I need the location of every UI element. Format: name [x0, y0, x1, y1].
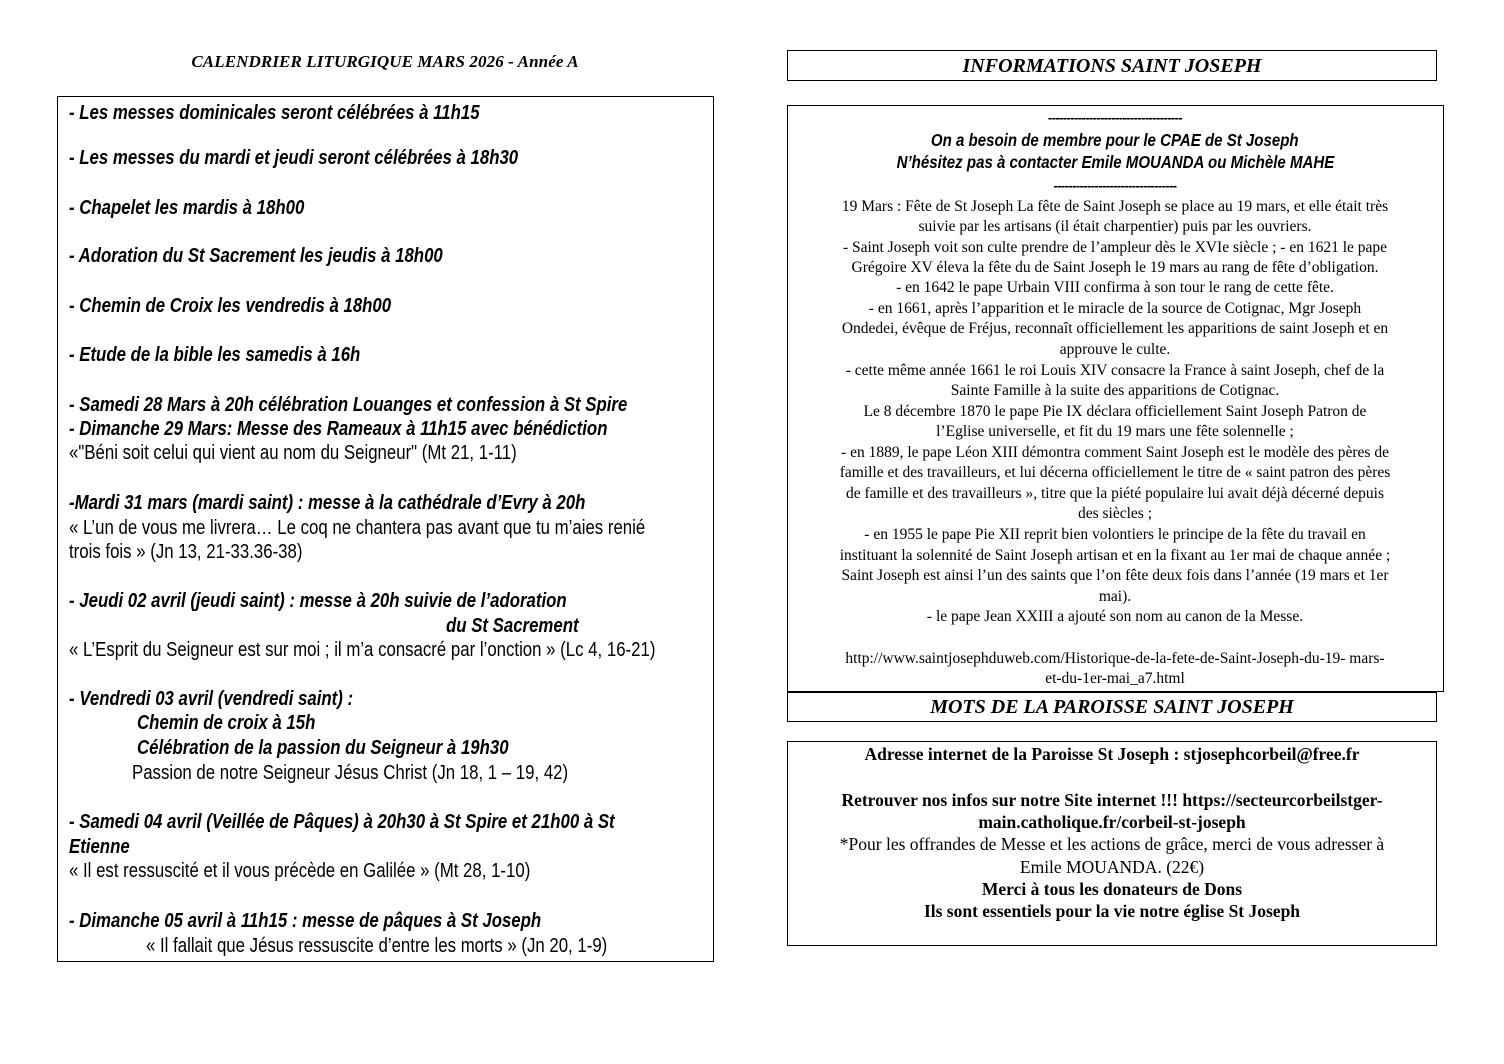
- contact-notice: [789, 151, 1441, 173]
- info-line: - en 1642 le pape Urbain VIII confirma à son tour le rang de cette fête.: [896, 279, 1334, 296]
- info-line: Saint Joseph est ainsi l’un des saints que l’on fête deux fois dans l’année (19 mars et 1er: [841, 567, 1389, 584]
- info-line: suivie par les artisans (il était charpentier) puis par les ouvriers.: [918, 218, 1312, 235]
- info-line: - en 1955 le pape Pie XII reprit bien volontiers le principe de la fête du travail en: [864, 526, 1366, 543]
- cpae-notice: [789, 129, 1441, 151]
- mots-header: MOTS DE LA PAROISSE SAINT JOSEPH: [930, 696, 1294, 718]
- calendar-line: Célébration de la passion du Seigneur à 19h30: [137, 737, 509, 759]
- calendar-line: - Les messes dominicales seront célébrées à 11h15: [69, 102, 480, 124]
- info-line: mai).: [1098, 588, 1132, 605]
- source-link[interactable]: http://www.saintjosephduweb.com/Historique-de-la-fete-de-Saint-Joseph-du-19- mars-: [845, 650, 1385, 667]
- calendar-line: « Il est ressuscité et il vous précède en Galilée » (Mt 28, 1-10): [69, 860, 531, 882]
- calendar-line: du St Sacrement: [446, 615, 579, 637]
- info-line: 19 Mars : Fête de St Joseph La fête de Saint Joseph se place au 19 mars, et elle était très: [841, 198, 1389, 215]
- calendar-line: trois fois » (Jn 13, 21-33.36-38): [69, 541, 303, 563]
- calendar-line: « L’Esprit du Seigneur est sur moi ; il m’a consacré par l’onction » (Lc 4, 16-21): [69, 639, 656, 661]
- calendar-line: - Dimanche 29 Mars: Messe des Rameaux à 11h15 avec bénédiction: [69, 418, 608, 440]
- source-link-cont[interactable]: et-du-1er-mai_a7.html: [1045, 670, 1185, 687]
- info-line: famille et des travailleurs, et lui décerna officiellement le titre de « saint patron des pères: [839, 464, 1391, 481]
- info-line: Sainte Famille à la suite des apparitions de Cotignac.: [950, 382, 1280, 399]
- info-line: - en 1889, le pape Léon XIII démontra comment Saint Joseph est le modèle des pères de: [841, 444, 1389, 461]
- info-line: approuve le culte.: [1059, 341, 1171, 358]
- calendar-line: - Samedi 04 avril (Veillée de Pâques) à 20h30 à St Spire et 21h00 à St: [69, 811, 615, 833]
- contact-notice-text: N’hésitez pas à contacter Emile MOUANDA ou Michèle MAHE: [896, 152, 1334, 172]
- essential-note: Ils sont essentiels pour la vie notre église St Joseph: [923, 901, 1301, 921]
- calendar-line: - Les messes du mardi et jeudi seront célébrées à 18h30: [69, 147, 519, 169]
- dash-separator-bottom: ---------------------------------: [1053, 178, 1177, 193]
- calendar-line: - Adoration du St Sacrement les jeudis à 18h00: [69, 245, 443, 267]
- calendar-line: - Dimanche 05 avril à 11h15 : messe de pâques à St Joseph: [69, 910, 542, 932]
- calendar-line: Passion de notre Seigneur Jésus Christ (Jn 18, 1 – 19, 42): [132, 762, 569, 784]
- info-line: de famille et des travailleurs », titre que la piété populaire lui avait déjà décerné depuis: [846, 485, 1384, 502]
- calendar-line: « L’un de vous me livrera… Le coq ne chantera pas avant que tu m’aies renié: [69, 517, 646, 539]
- info-line: Grégoire XV éleva la fête du de Saint Joseph le 19 mars au rang de fête d’obligation.: [851, 259, 1379, 276]
- cpae-notice-text: On a besoin de membre pour le CPAE de St Joseph: [931, 130, 1299, 150]
- calendar-line: - Chapelet les mardis à 18h00: [69, 197, 305, 219]
- info-line: l’Eglise universelle, et fit du 19 mars une fête solennelle ;: [936, 423, 1294, 440]
- info-line: - le pape Jean XXIII a ajouté son nom au canon de la Messe.: [926, 608, 1304, 625]
- thanks-donors: Merci à tous les donateurs de Dons: [981, 879, 1243, 899]
- info-line: Le 8 décembre 1870 le pape Pie IX déclara officiellement Saint Joseph Patron de: [863, 403, 1367, 420]
- calendar-line: -Mardi 31 mars (mardi saint) : messe à la cathédrale d’Evry à 20h: [69, 492, 586, 514]
- calendar-line: - Vendredi 03 avril (vendredi saint) :: [69, 688, 354, 710]
- calendar-line: - Etude de la bible les samedis à 16h: [69, 344, 361, 366]
- info-header: INFORMATIONS SAINT JOSEPH: [962, 55, 1262, 77]
- info-line: des siècles ;: [1077, 505, 1153, 522]
- info-line: - Saint Joseph voit son culte prendre de l’ampleur dès le XVIe siècle ; - en 1621 le pape: [842, 239, 1388, 256]
- info-line: instituant la solennité de Saint Joseph artisan et en la fixant au 1er mai de chaque année ;: [839, 547, 1391, 564]
- info-line: - cette même année 1661 le roi Louis XIV consacre la France à saint Joseph, chef de la: [845, 362, 1385, 379]
- calendar-line: «"Béni soit celui qui vient au nom du Seigneur" (Mt 21, 1-11): [69, 442, 517, 464]
- parish-email[interactable]: Adresse internet de la Paroisse St Joseph : stjosephcorbeil@free.fr: [864, 744, 1360, 764]
- info-line: - en 1661, après l’apparition et le miracle de la source de Cotignac, Mgr Joseph: [868, 300, 1362, 317]
- offrandes-text: *Pour les offrandes de Messe et les actions de grâce, merci de vous adresser à: [839, 834, 1385, 854]
- calendar-line: Chemin de croix à 15h: [137, 712, 316, 734]
- calendar-line: - Chemin de Croix les vendredis à 18h00: [69, 295, 392, 317]
- offrandes-text-cont: Emile MOUANDA. (22€): [1019, 857, 1205, 877]
- parish-site[interactable]: Retrouver nos infos sur notre Site internet !!! https://secteurcorbeilstger-: [841, 790, 1383, 810]
- calendar-title: CALENDRIER LITURGIQUE MARS 2026 - Année A: [191, 52, 579, 71]
- parish-site-cont[interactable]: main.catholique.fr/corbeil-st-joseph: [978, 812, 1246, 832]
- calendar-line: « Il fallait que Jésus ressuscite d’entre les morts » (Jn 20, 1-9): [146, 935, 608, 957]
- dash-separator-top: ------------------------------------: [1047, 110, 1183, 125]
- info-line: Ondedei, évêque de Fréjus, reconnaît officiellement les apparitions de saint Joseph et en: [841, 320, 1389, 337]
- calendar-line: - Jeudi 02 avril (jeudi saint) : messe à 20h suivie de l’adoration: [69, 590, 567, 612]
- calendar-line: Etienne: [69, 836, 130, 858]
- calendar-line: - Samedi 28 Mars à 20h célébration Louanges et confession à St Spire: [69, 394, 628, 416]
